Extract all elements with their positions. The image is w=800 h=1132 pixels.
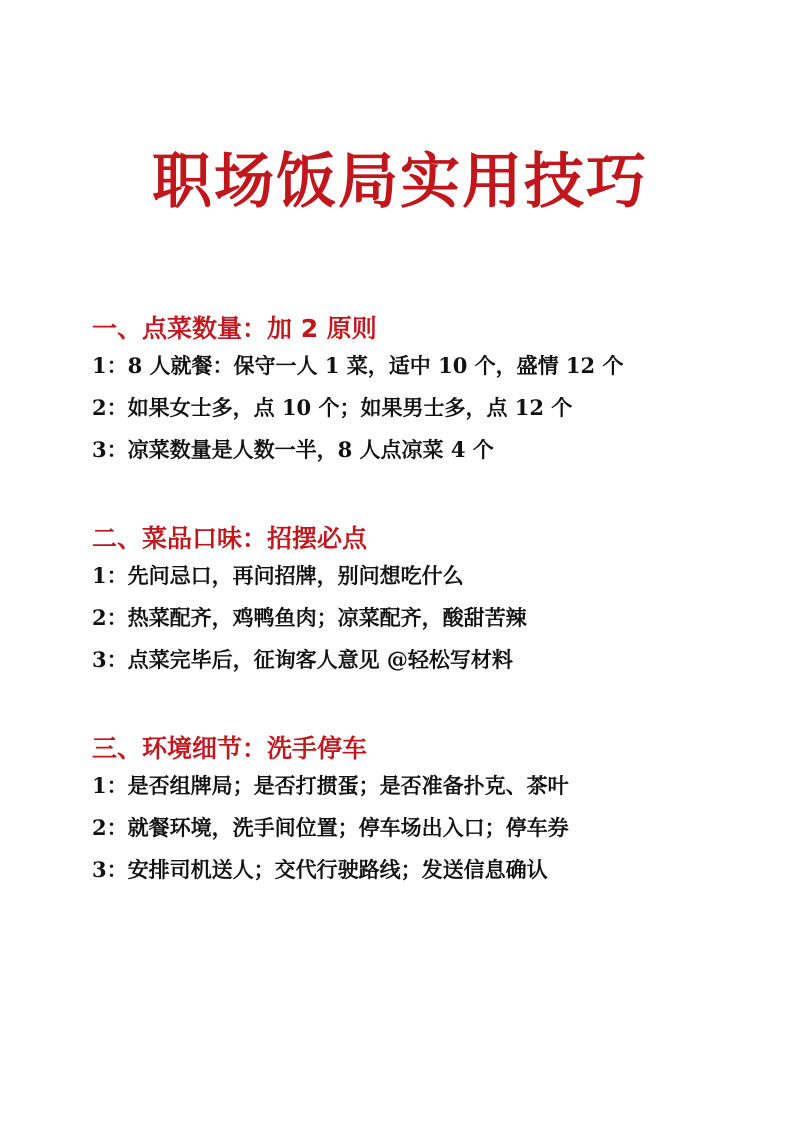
- section-heading: 一、点菜数量：加 2 原则: [92, 314, 377, 343]
- list-item: 3：凉菜数量是人数一半，8 人点凉菜 4 个: [92, 437, 494, 462]
- list-item: 3：安排司机送人；交代行驶路线；发送信息确认: [92, 857, 548, 882]
- list-item: 2：就餐环境，洗手间位置；停车场出入口；停车券: [92, 815, 569, 840]
- list-item: 2：如果女士多，点 10 个；如果男士多，点 12 个: [92, 395, 573, 420]
- section-dish-flavor: [92, 522, 772, 688]
- section-environment-details: [92, 732, 772, 898]
- list-item: 3：点菜完毕后，征询客人意见 @轻松写材料: [92, 647, 513, 672]
- list-item: 1：先问忌口，再问招牌，别问想吃什么: [92, 563, 464, 588]
- list-item: 2：热菜配齐，鸡鸭鱼肉；凉菜配齐，酸甜苦辣: [92, 605, 527, 630]
- section-heading: 二、菜品口味：招摆必点: [92, 524, 368, 553]
- section-heading: 三、环境细节：洗手停车: [92, 734, 368, 763]
- list-item: 1：是否组牌局；是否打掼蛋；是否准备扑克、茶叶: [92, 773, 569, 798]
- section-dish-quantity: [92, 312, 772, 478]
- page-title: 职场饭局实用技巧: [152, 147, 648, 217]
- list-item: 1：8 人就餐：保守一人 1 菜，适中 10 个，盛情 12 个: [92, 353, 624, 378]
